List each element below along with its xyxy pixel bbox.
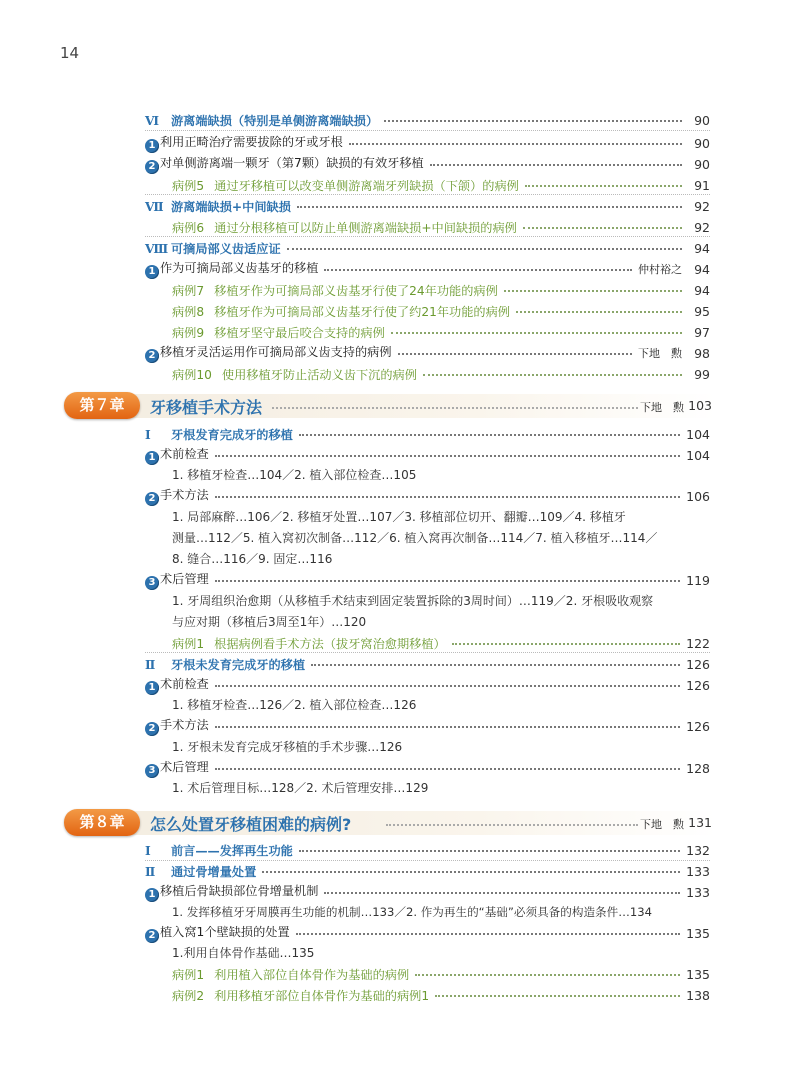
toc-item-line: 1. 局部麻醉…106／2. 移植牙处置…107／3. 移植部位切开、翻瓣…109／4. 移植牙 xyxy=(172,510,626,524)
toc-subsection-row[interactable] xyxy=(145,570,710,590)
toc-section-row[interactable] xyxy=(145,861,710,881)
chapter-badge: 第７章 xyxy=(64,392,140,419)
toc-case-row[interactable] xyxy=(172,280,710,300)
chapter-title: 怎么处置牙移植困难的病例? xyxy=(150,815,352,834)
toc-item-line: 1. 移植牙检查…126／2. 植入部位检查…126 xyxy=(172,698,417,712)
leader-dots xyxy=(349,143,682,145)
toc-case-row[interactable] xyxy=(172,985,710,1005)
case-title: 根据病例看手术方法（拔牙窝治愈期移植） xyxy=(214,636,446,651)
toc-item-line: 1. 牙根未发育完成牙移植的手术步骤…126 xyxy=(172,740,403,754)
toc-section-row[interactable] xyxy=(145,196,710,216)
section-title: 牙根发育完成牙的移植 xyxy=(171,427,293,442)
leader-dots xyxy=(215,768,680,770)
case-title: 利用植入部位自体骨作为基础的病例 xyxy=(214,967,410,982)
author-name: 下地 勲 xyxy=(638,347,682,360)
leader-dots xyxy=(452,643,680,645)
roman-numeral: Ⅱ xyxy=(145,657,156,672)
page-ref: 122 xyxy=(686,635,710,651)
roman-numeral: Ⅱ xyxy=(145,864,156,879)
page-ref: 106 xyxy=(686,488,710,504)
leader-dots xyxy=(287,248,682,250)
leader-dots xyxy=(215,496,680,498)
toc-case-row[interactable] xyxy=(172,364,710,384)
chapter-8-header[interactable] xyxy=(64,809,716,837)
page-ref: 126 xyxy=(686,718,710,734)
page-ref: 94 xyxy=(694,282,710,298)
toc-subsection-row[interactable] xyxy=(145,486,710,506)
toc-subsection-row[interactable] xyxy=(145,343,710,363)
toc-subsection-row[interactable] xyxy=(145,675,710,695)
page-ref: 138 xyxy=(686,987,710,1003)
roman-numeral: Ⅷ xyxy=(145,241,169,256)
divider xyxy=(145,236,710,237)
divider xyxy=(145,130,710,131)
leader-dots xyxy=(215,455,680,457)
leader-dots xyxy=(324,269,632,271)
roman-numeral: Ⅰ xyxy=(145,843,151,858)
leader-dots xyxy=(299,850,680,852)
page-ref: 91 xyxy=(694,177,710,193)
page-ref: 94 xyxy=(694,240,710,256)
toc-case-row[interactable] xyxy=(172,633,710,653)
subsection-title: 术后管理 xyxy=(160,572,209,586)
toc-subsection-row[interactable] xyxy=(145,445,710,465)
toc-item-line: 1. 术后管理目标…128／2. 术后管理安排…129 xyxy=(172,781,429,795)
page-ref: 90 xyxy=(694,156,710,172)
leader-dots xyxy=(523,227,682,229)
leader-dots xyxy=(299,434,680,436)
circled-number-icon: 2 xyxy=(145,722,159,736)
toc-item-line: 1. 发挥移植牙牙周膜再生功能的机制…133／2. 作为再生的“基础”必须具备的构造条件…134 xyxy=(172,905,652,919)
leader-dots xyxy=(296,933,681,935)
section-title: 牙根未发育完成牙的移植 xyxy=(171,657,306,672)
toc-subsection-row[interactable] xyxy=(145,154,710,174)
circled-number-icon: 3 xyxy=(145,764,159,778)
page-ref: 128 xyxy=(686,760,710,776)
toc-section-row[interactable] xyxy=(145,424,710,444)
page-ref: 104 xyxy=(686,447,710,463)
author-name: 下地 勲 xyxy=(640,401,684,414)
circled-number-icon: 1 xyxy=(145,888,159,902)
roman-numeral: Ⅵ xyxy=(145,113,160,128)
subsection-title: 术前检查 xyxy=(160,677,209,691)
subsection-title: 移植牙灵活运用作可摘局部义齿支持的病例 xyxy=(160,345,392,359)
page-ref: 99 xyxy=(694,366,710,382)
circled-number-icon: 1 xyxy=(145,681,159,695)
page-ref: 133 xyxy=(686,863,710,879)
circled-number-icon: 1 xyxy=(145,451,159,465)
case-label: 病例5 xyxy=(172,178,205,193)
toc-case-row[interactable] xyxy=(172,217,710,237)
subsection-title: 植入窝1个壁缺损的处置 xyxy=(160,925,290,939)
page-ref: 97 xyxy=(694,324,710,340)
case-label: 病例9 xyxy=(172,325,205,340)
toc-item-line: 测量…112／5. 植入窝初次制备…112／6. 植入窝再次制备…114／7. 植入移植牙…114／ xyxy=(172,531,658,545)
section-title: 可摘局部义齿适应证 xyxy=(171,241,281,256)
circled-number-icon: 2 xyxy=(145,929,159,943)
chapter-title: 牙移植手术方法 xyxy=(150,398,263,417)
author-name: 仲村裕之 xyxy=(638,263,682,276)
toc-item-line: 1. 移植牙检查…104／2. 植入部位检查…105 xyxy=(172,468,417,482)
leader-dots xyxy=(215,685,680,687)
page-ref: 135 xyxy=(686,925,710,941)
leader-dots xyxy=(262,871,680,873)
toc-item-line: 8. 缝合…116／9. 固定…116 xyxy=(172,552,333,566)
leader-dots xyxy=(215,580,680,582)
divider xyxy=(145,194,710,195)
toc-case-row[interactable] xyxy=(172,322,710,342)
leader-dots xyxy=(435,995,680,997)
subsection-title: 手术方法 xyxy=(160,718,209,732)
page-ref: 94 xyxy=(694,261,710,277)
leader-dots xyxy=(525,185,682,187)
page-ref: 119 xyxy=(686,572,710,588)
page-ref: 98 xyxy=(694,345,710,361)
case-title: 移植牙作为可摘局部义齿基牙行使了24年功能的病例 xyxy=(214,283,498,298)
case-label: 病例7 xyxy=(172,283,205,298)
subsection-title: 术前检查 xyxy=(160,447,209,461)
page-ref: 90 xyxy=(694,112,710,128)
section-title: 前言——发挥再生功能 xyxy=(171,843,293,858)
circled-number-icon: 2 xyxy=(145,492,159,506)
section-title: 通过骨增量处置 xyxy=(171,864,257,879)
leader-dots xyxy=(324,892,680,894)
subsection-title: 对单侧游离端一颗牙（第7颗）缺损的有效牙移植 xyxy=(160,156,424,170)
page-ref: 131 xyxy=(688,815,712,830)
page-ref: 92 xyxy=(694,198,710,214)
toc-subsection-row[interactable] xyxy=(145,882,710,902)
leader-dots xyxy=(398,353,632,355)
page-ref: 132 xyxy=(686,842,710,858)
leader-dots xyxy=(272,407,638,409)
toc-section-row[interactable] xyxy=(145,238,710,258)
case-title: 移植牙坚守最后咬合支持的病例 xyxy=(214,325,385,340)
subsection-title: 手术方法 xyxy=(160,488,209,502)
case-title: 使用移植牙防止活动义齿下沉的病例 xyxy=(221,367,417,382)
page-ref: 104 xyxy=(686,426,710,442)
leader-dots xyxy=(384,120,682,122)
toc-item-line: 1. 牙周组织治愈期（从移植手术结束到固定装置拆除的3周时间）…119／2. 牙根吸收观察 xyxy=(172,594,654,608)
toc-case-row[interactable] xyxy=(172,964,710,984)
roman-numeral: Ⅰ xyxy=(145,427,151,442)
case-label: 病例6 xyxy=(172,220,205,235)
toc-subsection-row[interactable] xyxy=(145,259,710,279)
leader-dots xyxy=(504,290,682,292)
circled-number-icon: 2 xyxy=(145,160,159,174)
leader-dots xyxy=(391,332,682,334)
case-label: 病例2 xyxy=(172,988,205,1003)
chapter-7-header[interactable] xyxy=(64,392,716,420)
leader-dots xyxy=(415,974,680,976)
toc-subsection-row[interactable] xyxy=(145,133,710,153)
toc-case-row[interactable] xyxy=(172,301,710,321)
toc-item-line: 与应对期（移植后3周至1年）…120 xyxy=(172,615,367,629)
circled-number-icon: 1 xyxy=(145,139,159,153)
leader-dots xyxy=(430,164,682,166)
page-ref: 103 xyxy=(688,398,712,413)
leader-dots xyxy=(297,206,682,208)
toc-section-row[interactable] xyxy=(145,110,710,130)
subsection-title: 术后管理 xyxy=(160,760,209,774)
page-ref: 133 xyxy=(686,884,710,900)
leader-dots xyxy=(516,311,682,313)
subsection-title: 利用正畸治疗需要拔除的牙或牙根 xyxy=(160,135,343,149)
toc-subsection-row[interactable] xyxy=(145,923,710,943)
page-ref: 92 xyxy=(694,219,710,235)
toc-subsection-row[interactable] xyxy=(145,758,710,778)
page-ref: 135 xyxy=(686,966,710,982)
section-title: 游离端缺损（特别是单侧游离端缺损） xyxy=(171,113,379,128)
case-title: 移植牙作为可摘局部义齿基牙行使了约21年功能的病例 xyxy=(214,304,510,319)
toc-item-line: 1.利用自体骨作基础…135 xyxy=(172,946,315,960)
page-number: 14 xyxy=(60,44,80,62)
case-title: 利用移植牙部位自体骨作为基础的病例1 xyxy=(214,988,430,1003)
section-title: 游离端缺损+中间缺损 xyxy=(171,199,291,214)
divider xyxy=(145,652,710,653)
circled-number-icon: 3 xyxy=(145,576,159,590)
roman-numeral: Ⅶ xyxy=(145,199,164,214)
case-label: 病例1 xyxy=(172,967,205,982)
toc-section-row[interactable] xyxy=(145,654,710,674)
circled-number-icon: 2 xyxy=(145,349,159,363)
toc-subsection-row[interactable] xyxy=(145,716,710,736)
case-label: 病例10 xyxy=(172,367,212,382)
author-name: 下地 勲 xyxy=(640,818,684,831)
page-ref: 126 xyxy=(686,656,710,672)
page-ref: 95 xyxy=(694,303,710,319)
case-title: 通过牙移植可以改变单侧游离端牙列缺损（下颌）的病例 xyxy=(214,178,519,193)
circled-number-icon: 1 xyxy=(145,265,159,279)
leader-dots xyxy=(215,726,680,728)
leader-dots xyxy=(311,664,680,666)
chapter-badge: 第８章 xyxy=(64,809,140,836)
subsection-title: 作为可摘局部义齿基牙的移植 xyxy=(160,261,319,275)
subsection-title: 移植后骨缺损部位骨增量机制 xyxy=(160,884,319,898)
toc-case-row[interactable] xyxy=(172,175,710,195)
toc-section-row[interactable] xyxy=(145,840,710,860)
leader-dots xyxy=(386,824,638,826)
case-label: 病例8 xyxy=(172,304,205,319)
page-ref: 126 xyxy=(686,677,710,693)
page-ref: 90 xyxy=(694,135,710,151)
leader-dots xyxy=(423,374,682,376)
case-label: 病例1 xyxy=(172,636,205,651)
case-title: 通过分根移植可以防止单侧游离端缺损+中间缺损的病例 xyxy=(214,220,517,235)
